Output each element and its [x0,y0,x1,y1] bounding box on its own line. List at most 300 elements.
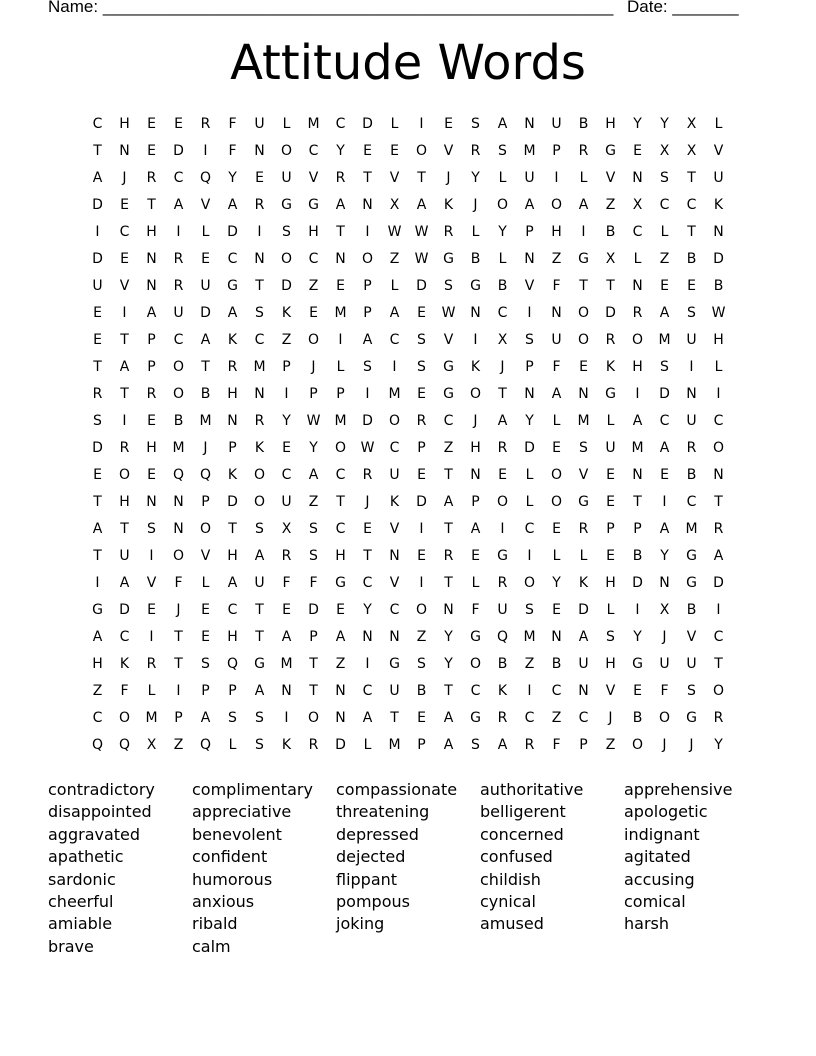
grid-row [84,435,732,462]
grid-letter: Z [281,332,292,348]
grid-letter: E [687,278,696,294]
grid-letter: V [524,278,535,294]
grid-letter: D [713,251,724,267]
grid-letter: L [606,413,615,429]
grid-letter: S [309,521,318,537]
word-bank-item: cheerful [48,892,114,912]
grid-letter: I [716,386,721,402]
grid-letter: C [578,710,589,726]
grid-letter: U [281,170,292,186]
grid-letter: T [444,521,453,537]
grid-letter: A [443,494,454,510]
grid-letter: R [146,386,157,402]
grid-letter: L [552,413,561,429]
grid-letter: E [660,278,669,294]
grid-letter: H [713,332,724,348]
grid-letter: P [579,737,588,753]
grid-letter: U [173,305,184,321]
grid-row [84,732,732,759]
grid-letter: E [606,494,615,510]
grid-letter: N [173,494,184,510]
grid-letter: D [92,197,103,213]
grid-letter: G [605,143,616,159]
grid-row [84,408,732,435]
grid-letter: T [417,170,426,186]
grid-letter: N [443,602,454,618]
grid-letter: I [122,305,127,321]
grid-letter: A [200,710,211,726]
grid-letter: A [362,332,373,348]
grid-letter: A [524,197,535,213]
word-bank-item: concerned [480,824,564,844]
grid-letter: X [146,737,157,753]
grid-letter: Y [336,143,345,159]
name-blank-line: ______________________________________________________ [102,0,614,16]
word-bank-column [192,779,336,958]
grid-letter: E [633,143,642,159]
grid-letter: B [686,251,697,267]
grid-letter: R [173,251,184,267]
grid-letter: O [280,143,293,159]
grid-letter: O [118,467,131,483]
grid-letter: Q [91,737,104,753]
grid-letter: S [201,656,210,672]
grid-letter: O [253,494,266,510]
grid-letter: L [552,548,561,564]
word-bank-item: aggravated [48,824,141,844]
grid-letter: V [578,467,589,483]
grid-letter: S [444,278,453,294]
grid-letter: D [713,575,724,591]
grid-letter: Z [605,197,616,213]
grid-letter: Z [659,251,670,267]
grid-letter: L [228,737,237,753]
word-bank-item: benevolent [192,824,282,844]
grid-letter: A [578,197,589,213]
grid-letter: G [281,197,292,213]
grid-letter: V [443,143,454,159]
grid-letter: E [633,683,642,699]
grid-letter: E [471,548,480,564]
word-bank-item: complimentary [192,780,313,799]
grid-letter: P [228,440,237,456]
grid-letter: T [120,521,129,537]
grid-letter: J [662,737,667,753]
grid-letter: I [284,386,289,402]
word-bank-item: joking [336,914,385,934]
grid-letter: A [578,629,589,645]
grid-row [84,381,732,408]
grid-letter: N [389,548,400,564]
grid-letter: J [446,170,451,186]
word-bank-item: ribald [192,914,238,934]
grid-letter: S [417,332,426,348]
grid-letter: D [632,575,643,591]
grid-letter: C [497,305,508,321]
grid-letter: E [336,602,345,618]
word-bank-item: indignant [624,824,700,844]
grid-letter: D [92,440,103,456]
grid-letter: T [174,656,183,672]
grid-letter: R [146,170,157,186]
grid-letter: N [335,710,346,726]
grid-letter: R [362,467,373,483]
grid-letter: G [335,575,346,591]
grid-row [84,462,732,489]
grid-letter: Z [389,251,400,267]
grid-row [84,219,732,246]
grid-letter: S [228,710,237,726]
grid-letter: C [389,332,400,348]
grid-letter: E [255,170,264,186]
grid-letter: T [444,683,453,699]
grid-letter: K [227,332,238,348]
grid-letter: B [497,656,508,672]
grid-letter: C [254,332,265,348]
grid-letter: O [712,440,725,456]
word-bank-item: threatening [336,802,430,822]
grid-letter: E [147,467,156,483]
grid-letter: T [120,386,129,402]
grid-letter: T [93,143,102,159]
grid-letter: T [390,710,399,726]
grid-letter: G [632,656,643,672]
word-bank-item: childish [480,869,541,889]
grid-letter: E [147,143,156,159]
grid-letter: S [525,332,534,348]
grid-letter: T [309,683,318,699]
grid-letter: K [497,683,508,699]
grid-letter: S [93,413,102,429]
grid-letter: T [174,629,183,645]
grid-letter: E [606,467,615,483]
word-bank-item: anxious [192,892,255,912]
grid-letter: M [577,413,590,429]
grid-letter: V [200,548,211,564]
grid-letter: D [227,494,238,510]
grid-letter: J [473,413,478,429]
grid-letter: W [414,224,429,240]
grid-letter: N [713,224,724,240]
word-bank-item: calm [192,936,231,956]
grid-letter: F [552,278,561,294]
grid-letter: P [174,710,183,726]
grid-row [84,165,732,192]
grid-letter: A [362,710,373,726]
grid-letter: N [362,197,373,213]
grid-letter: H [470,440,481,456]
grid-letter: V [686,629,697,645]
grid-letter: N [254,251,265,267]
grid-letter: W [441,305,456,321]
grid-letter: R [200,116,211,132]
grid-letter: D [659,386,670,402]
grid-row [84,246,732,273]
grid-letter: I [365,386,370,402]
grid-letter: L [390,116,399,132]
grid-letter: N [524,116,535,132]
grid-letter: G [443,251,454,267]
grid-letter: I [203,143,208,159]
grid-letter: A [632,413,643,429]
grid-letter: E [93,332,102,348]
grid-letter: A [416,197,427,213]
grid-letter: A [470,521,481,537]
grid-letter: Z [173,737,184,753]
grid-letter: O [469,656,482,672]
grid-letter: M [523,143,536,159]
word-bank-item: confident [192,847,268,867]
grid-letter: B [416,683,427,699]
grid-letter: D [335,737,346,753]
grid-letter: K [578,575,589,591]
grid-letter: R [335,170,346,186]
grid-letter: J [203,440,208,456]
grid-letter: I [149,548,154,564]
grid-letter: U [389,467,400,483]
grid-letter: N [470,305,481,321]
grid-letter: D [200,305,211,321]
grid-letter: X [281,521,292,537]
grid-letter: T [687,170,696,186]
grid-letter: G [686,710,697,726]
grid-letter: J [176,602,181,618]
grid-letter: T [498,386,507,402]
grid-letter: A [713,548,724,564]
grid-letter: L [282,116,291,132]
date-blank-line: _______ [672,0,739,16]
grid-letter: U [578,656,589,672]
grid-letter: G [578,494,589,510]
grid-letter: L [579,170,588,186]
grid-letter: V [713,143,724,159]
word-bank-item: accusing [624,869,695,889]
grid-letter: T [93,548,102,564]
grid-letter: K [470,359,481,375]
grid-letter: R [254,197,265,213]
grid-letter: R [416,413,427,429]
grid-letter: C [173,170,184,186]
grid-letter: R [497,575,508,591]
name-field [48,0,613,18]
grid-letter: U [389,683,400,699]
grid-letter: M [280,656,293,672]
grid-letter: M [307,116,320,132]
grid-letter: I [635,602,640,618]
grid-letter: A [443,710,454,726]
grid-letter: V [605,170,616,186]
grid-letter: L [579,548,588,564]
grid-letter: U [524,170,535,186]
grid-letter: O [496,494,509,510]
grid-letter: P [633,521,642,537]
grid-letter: C [551,683,562,699]
grid-letter: Q [172,467,185,483]
grid-letter: A [443,737,454,753]
grid-letter: U [605,440,616,456]
grid-letter: H [605,575,616,591]
grid-letter: R [443,224,454,240]
grid-letter: Z [443,440,454,456]
grid-row [84,111,732,138]
grid-letter: U [497,602,508,618]
grid-letter: O [361,251,374,267]
grid-letter: P [309,629,318,645]
grid-letter: G [578,251,589,267]
grid-letter: J [662,629,667,645]
grid-letter: Y [552,575,561,591]
grid-letter: V [200,197,211,213]
grid-letter: A [551,386,562,402]
grid-letter: X [659,143,670,159]
grid-letter: I [365,656,370,672]
grid-row [84,624,732,651]
grid-letter: N [146,278,157,294]
grid-letter: T [633,494,642,510]
grid-letter: A [173,197,184,213]
grid-letter: S [255,737,264,753]
grid-letter: L [525,494,534,510]
grid-letter: A [146,305,157,321]
grid-letter: O [199,521,212,537]
word-bank-item: amused [480,914,544,934]
grid-letter: B [686,602,697,618]
grid-letter: M [523,629,536,645]
grid-letter: R [227,359,238,375]
grid-letter: Z [524,656,535,672]
grid-letter: F [471,602,480,618]
grid-letter: L [201,224,210,240]
grid-letter: Y [309,440,318,456]
grid-letter: P [228,683,237,699]
word-bank-item: dejected [336,847,406,867]
grid-letter: G [686,548,697,564]
grid-letter: O [712,683,725,699]
grid-letter: N [551,305,562,321]
grid-letter: C [335,521,346,537]
word-bank-column [624,779,768,958]
grid-letter: N [551,629,562,645]
grid-letter: B [632,710,643,726]
grid-letter: S [498,143,507,159]
grid-letter: S [579,440,588,456]
grid-letter: T [363,548,372,564]
grid-letter: I [689,359,694,375]
grid-letter: Y [282,413,291,429]
word-bank-item: apprehensive [624,780,733,799]
grid-letter: U [686,413,697,429]
grid-letter: Z [308,278,319,294]
grid-letter: E [552,602,561,618]
grid-letter: B [497,278,508,294]
grid-letter: I [365,224,370,240]
grid-letter: N [578,683,589,699]
grid-letter: H [92,656,103,672]
grid-letter: B [713,278,724,294]
grid-letter: S [417,359,426,375]
grid-letter: X [686,143,697,159]
grid-letter: T [93,494,102,510]
grid-letter: O [172,386,185,402]
grid-letter: I [554,170,559,186]
grid-letter: I [257,224,262,240]
grid-letter: P [417,737,426,753]
grid-letter: C [713,629,724,645]
grid-letter: N [578,386,589,402]
grid-letter: O [388,413,401,429]
grid-letter: N [254,386,265,402]
grid-letter: I [527,683,532,699]
grid-letter: P [147,359,156,375]
grid-letter: J [500,359,505,375]
grid-letter: N [254,143,265,159]
grid-row [84,327,732,354]
grid-letter: B [686,467,697,483]
grid-letter: L [714,359,723,375]
grid-letter: G [470,278,481,294]
grid-letter: V [443,332,454,348]
grid-letter: O [334,440,347,456]
grid-letter: C [335,467,346,483]
grid-letter: T [687,224,696,240]
grid-letter: I [176,683,181,699]
grid-letter: I [95,575,100,591]
grid-letter: R [443,548,454,564]
grid-letter: F [228,143,237,159]
grid-row [84,543,732,570]
grid-letter: U [92,278,103,294]
grid-letter: N [632,170,643,186]
grid-letter: B [173,413,184,429]
grid-letter: E [417,305,426,321]
word-bank-item: apathetic [48,847,124,867]
grid-letter: Y [525,413,534,429]
grid-letter: J [365,494,370,510]
grid-letter: G [686,575,697,591]
grid-letter: D [416,494,427,510]
grid-letter: C [173,332,184,348]
grid-letter: R [497,710,508,726]
grid-letter: N [335,251,346,267]
grid-letter: W [414,251,429,267]
grid-letter: W [711,305,726,321]
grid-letter: H [605,116,616,132]
grid-letter: V [146,575,157,591]
grid-letter: T [606,278,615,294]
grid-row [84,354,732,381]
grid-letter: G [443,359,454,375]
grid-letter: P [363,278,372,294]
grid-row [84,273,732,300]
word-bank-item: disappointed [48,802,152,822]
grid-letter: C [362,575,373,591]
grid-letter: B [605,224,616,240]
grid-letter: Y [444,629,453,645]
grid-letter: T [228,521,237,537]
grid-letter: T [255,602,264,618]
grid-letter: H [551,224,562,240]
grid-letter: E [552,440,561,456]
grid-letter: Z [551,710,562,726]
grid-letter: L [201,575,210,591]
grid-letter: X [632,197,643,213]
grid-letter: D [119,602,130,618]
grid-letter: T [255,629,264,645]
grid-letter: A [227,575,238,591]
word-bank [48,779,768,958]
grid-letter: Q [496,629,509,645]
grid-letter: C [659,413,670,429]
